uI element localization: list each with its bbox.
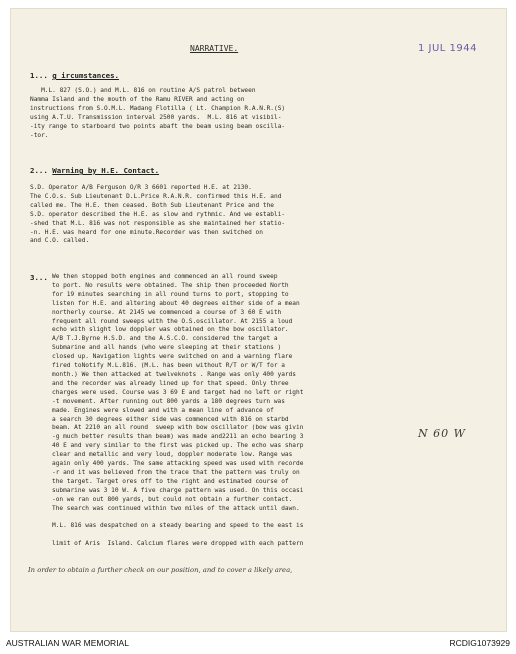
section-heading-2 — [30, 166, 159, 175]
date-stamp: 1 JUL 1944 — [418, 43, 478, 54]
section-heading-3 — [30, 273, 48, 282]
handwritten-note: In order to obtain a further check on our position, and to cover a likely area, — [28, 566, 293, 574]
margin-annotation: N 60 W — [418, 427, 466, 440]
section-number: 1... — [30, 71, 48, 80]
footer-source: AUSTRALIAN WAR MEMORIAL — [6, 638, 129, 648]
section-number: 2... — [30, 166, 48, 175]
section-paragraph-3: We then stopped both engines and commenced an all round sweep to port. No results were obtained. The ship then proceeded North for 19 minutes searching in all round turns to port, stopping to listen for H.E. and altering about 40 degrees either side of a mean northerly course. At 2145 we commenced a course of 3 60 E with frequent all round sweeps with the O.S.oscillator. At 2155 a loud echo with slight low doppler was obtained on the bow oscillator. A/B T.J.Byrne H.S.D. and the A.S.C.O. considered the target a Submarine and all hands (who were sleeping at their stations ) closed up. Navigation lights were switched on and a warning flare fired toNotify M.L.816. (M.L. has been without R/T or W/T for a month.) We then attacked at twelveknots . Range was only 400 yards and the recorder was already lined up for that speed. Only three charges were used. Course was 3 69 E and target had no left or right -t movement. After running out 800 yards a 180 degrees turn was made. Engines were slowed and with a mean line of advance of a search 30 degrees either side was commenced with 816 on starbd beam. At 2210 an all round sweep with bow oscillator (bow was givin -g much better results than beam) was made and2211 an echo bearing 3 40 E and very similar to the first was picked up. The echo was sharp clear and metallic and very loud, doppler moderate low. Range was again only 400 yards. The same attacking speed was used with recorde -r and it was believed from the trace that the pattern was truly on the target. Target ores off to the right and estimated course of submarine was 3 10 W. A five charge pattern was used. On this occasi -on we ran out 800 yards, but could not obtain a further contact. The search was continued within two miles of the attack until dawn. M.L. 816 was despatched on a steady bearing and speed to the east is limit of Aris Island. Calcium flares were dropped with each pattern — [52, 273, 304, 548]
section-paragraph-2: S.D. Operator A/B Ferguson O/R 3 6601 reported H.E. at 2130. The C.O.s. Sub Lieutenant D.L.Price R.A.N.R. confirmed this H.E. and called me. The H.E. then ceased. Both Sub Lieutenant Price and the S.D. operator described the H.E. as slow and rythmic. And we establi- -shed that M.L. 816 was not responsible as she maintained her statio- -n. H.E. was heard for one minute.Recorder was then switched on and C.O. called. — [30, 184, 286, 245]
section-number: 3... — [30, 273, 48, 282]
section-heading-1 — [30, 71, 119, 80]
page-title: NARRATIVE. — [190, 44, 239, 53]
footer-id: RCDIG1073929 — [449, 638, 510, 648]
section-paragraph-1: M.L. 827 (S.O.) and M.L. 816 on routine A/S patrol between Namma Island and the mouth of the Ramu RIVER and acting on instructions from S.O.M.L. Madang Flotilla ( Lt. Champion R.A.N.R.(S) using A.T.U. Transmission interval 2500 yards. M.L. 816 at visibil- -ity range to starboard two points abaft the beam using beam oscilla- -tor. — [30, 87, 286, 139]
section-title: g ircumstances. — [52, 71, 120, 80]
section-title: Warning by H.E. Contact. — [52, 166, 160, 175]
